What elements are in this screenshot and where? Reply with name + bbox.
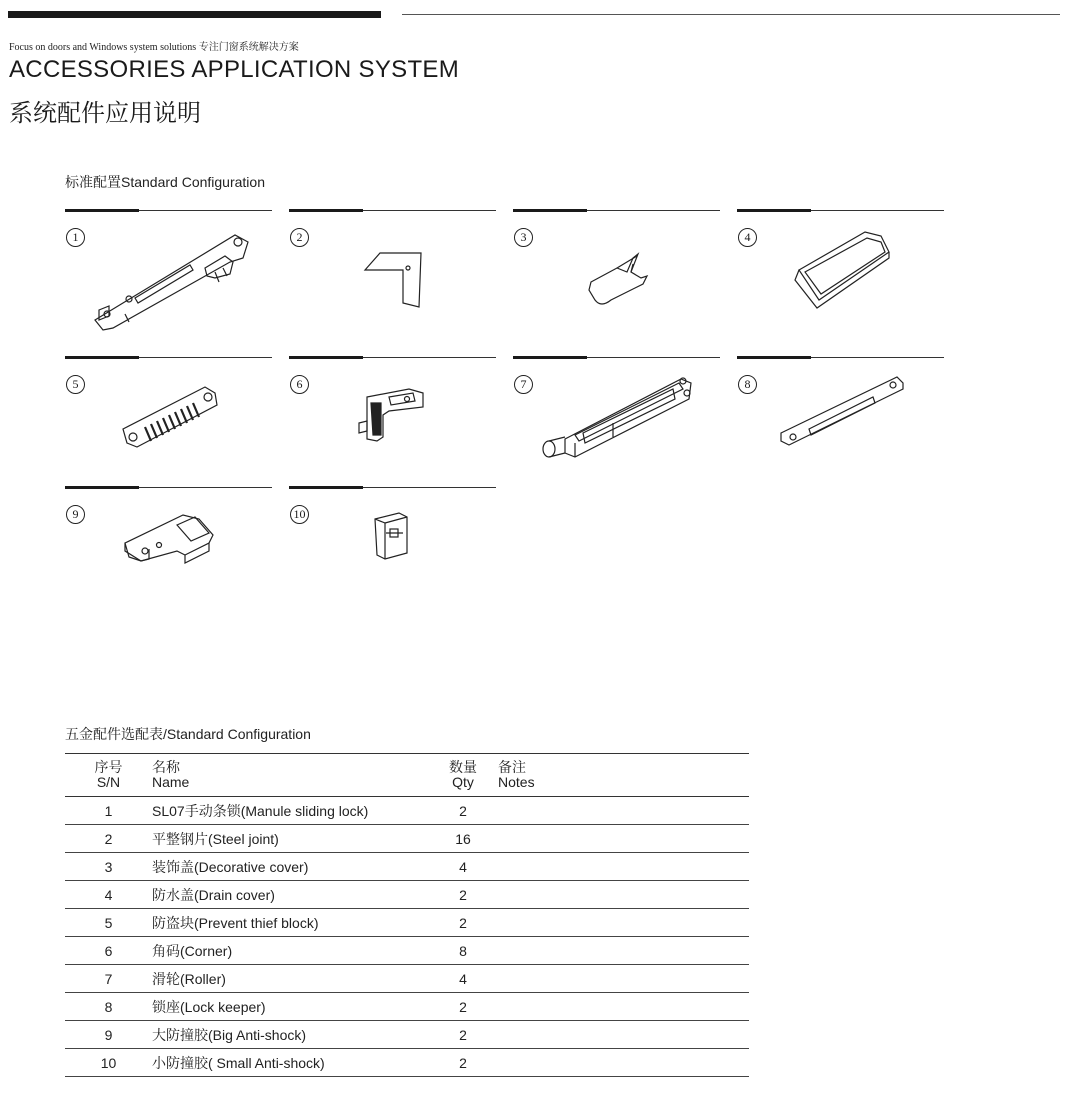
cell-notes — [498, 909, 749, 937]
gallery-item-4 — [737, 210, 944, 330]
item-number: 3 — [514, 228, 533, 247]
column-header-sn: 序号 S/N — [65, 754, 152, 797]
cell-name: 防盗块(Prevent thief block) — [152, 909, 428, 937]
column-header-qty: 数量 Qty — [428, 754, 498, 797]
manual-sliding-lock-part-icon — [65, 210, 272, 340]
cell-qty: 2 — [428, 797, 498, 825]
gallery-item-1 — [65, 210, 272, 330]
configuration-table — [65, 753, 749, 1077]
table-row — [65, 965, 749, 993]
cell-notes — [498, 825, 749, 853]
cell-notes — [498, 1049, 749, 1077]
cell-qty: 2 — [428, 1049, 498, 1077]
header-thin-rule — [402, 14, 1060, 15]
cell-sn: 8 — [65, 993, 152, 1021]
cell-notes — [498, 937, 749, 965]
item-number: 9 — [66, 505, 85, 524]
cell-name: 大防撞胶(Big Anti-shock) — [152, 1021, 428, 1049]
prevent-thief-block-part-icon — [65, 357, 272, 487]
decorative-cover-part-icon — [513, 210, 720, 340]
gallery-item-3 — [513, 210, 720, 330]
item-number: 6 — [290, 375, 309, 394]
cell-qty: 2 — [428, 909, 498, 937]
cell-name: SL07手动条锁(Manule sliding lock) — [152, 797, 428, 825]
gallery-item-10 — [289, 487, 496, 607]
cell-name: 平整钢片(Steel joint) — [152, 825, 428, 853]
gallery-item-8 — [737, 357, 944, 477]
cell-qty: 2 — [428, 993, 498, 1021]
cell-name: 角码(Corner) — [152, 937, 428, 965]
cell-name: 小防撞胶( Small Anti-shock) — [152, 1049, 428, 1077]
cell-name: 滑轮(Roller) — [152, 965, 428, 993]
cell-notes — [498, 993, 749, 1021]
cell-qty: 2 — [428, 1021, 498, 1049]
roller-part-icon — [513, 357, 720, 487]
cell-name: 防水盖(Drain cover) — [152, 881, 428, 909]
drain-cover-part-icon — [737, 210, 944, 340]
cell-sn: 2 — [65, 825, 152, 853]
cell-sn: 5 — [65, 909, 152, 937]
cell-qty: 4 — [428, 853, 498, 881]
cell-notes — [498, 853, 749, 881]
cell-sn: 10 — [65, 1049, 152, 1077]
cell-qty: 2 — [428, 881, 498, 909]
item-number: 5 — [66, 375, 85, 394]
cell-notes — [498, 1021, 749, 1049]
cell-sn: 3 — [65, 853, 152, 881]
table-row — [65, 825, 749, 853]
gallery-heading: 标准配置Standard Configuration — [65, 174, 265, 190]
steel-joint-part-icon — [289, 210, 496, 340]
cell-qty: 8 — [428, 937, 498, 965]
cell-qty: 16 — [428, 825, 498, 853]
header-tagline: Focus on doors and Windows system solutions 专注门窗系统解决方案 — [9, 42, 299, 53]
item-number: 2 — [290, 228, 309, 247]
page-title-english: ACCESSORIES APPLICATION SYSTEM — [9, 56, 459, 83]
table-header-row — [65, 754, 749, 797]
table-row — [65, 853, 749, 881]
cell-sn: 4 — [65, 881, 152, 909]
cell-sn: 7 — [65, 965, 152, 993]
table-heading: 五金配件选配表/Standard Configuration — [65, 726, 311, 742]
table-row — [65, 881, 749, 909]
corner-part-icon — [289, 357, 496, 487]
table-row — [65, 1049, 749, 1077]
gallery-item-9 — [65, 487, 272, 607]
gallery-item-2 — [289, 210, 496, 330]
gallery-item-5 — [65, 357, 272, 477]
cell-qty: 4 — [428, 965, 498, 993]
table-row — [65, 937, 749, 965]
cell-name: 锁座(Lock keeper) — [152, 993, 428, 1021]
item-number: 10 — [290, 505, 309, 524]
cell-sn: 6 — [65, 937, 152, 965]
table-row — [65, 909, 749, 937]
page-title-chinese: 系统配件应用说明 — [9, 99, 201, 127]
column-header-name: 名称 Name — [152, 754, 428, 797]
cell-sn: 9 — [65, 1021, 152, 1049]
big-anti-shock-part-icon — [65, 487, 272, 617]
column-header-notes: 备注 Notes — [498, 754, 749, 797]
cell-notes — [498, 881, 749, 909]
lock-keeper-part-icon — [737, 357, 944, 487]
item-number: 4 — [738, 228, 757, 247]
table-row — [65, 993, 749, 1021]
gallery-item-7 — [513, 357, 720, 477]
small-anti-shock-part-icon — [289, 487, 496, 617]
cell-name: 装饰盖(Decorative cover) — [152, 853, 428, 881]
gallery-item-6 — [289, 357, 496, 477]
table-row — [65, 797, 749, 825]
item-number: 1 — [66, 228, 85, 247]
item-number: 7 — [514, 375, 533, 394]
cell-notes — [498, 797, 749, 825]
cell-sn: 1 — [65, 797, 152, 825]
header-thick-rule — [8, 11, 381, 18]
cell-notes — [498, 965, 749, 993]
table-row — [65, 1021, 749, 1049]
item-number: 8 — [738, 375, 757, 394]
